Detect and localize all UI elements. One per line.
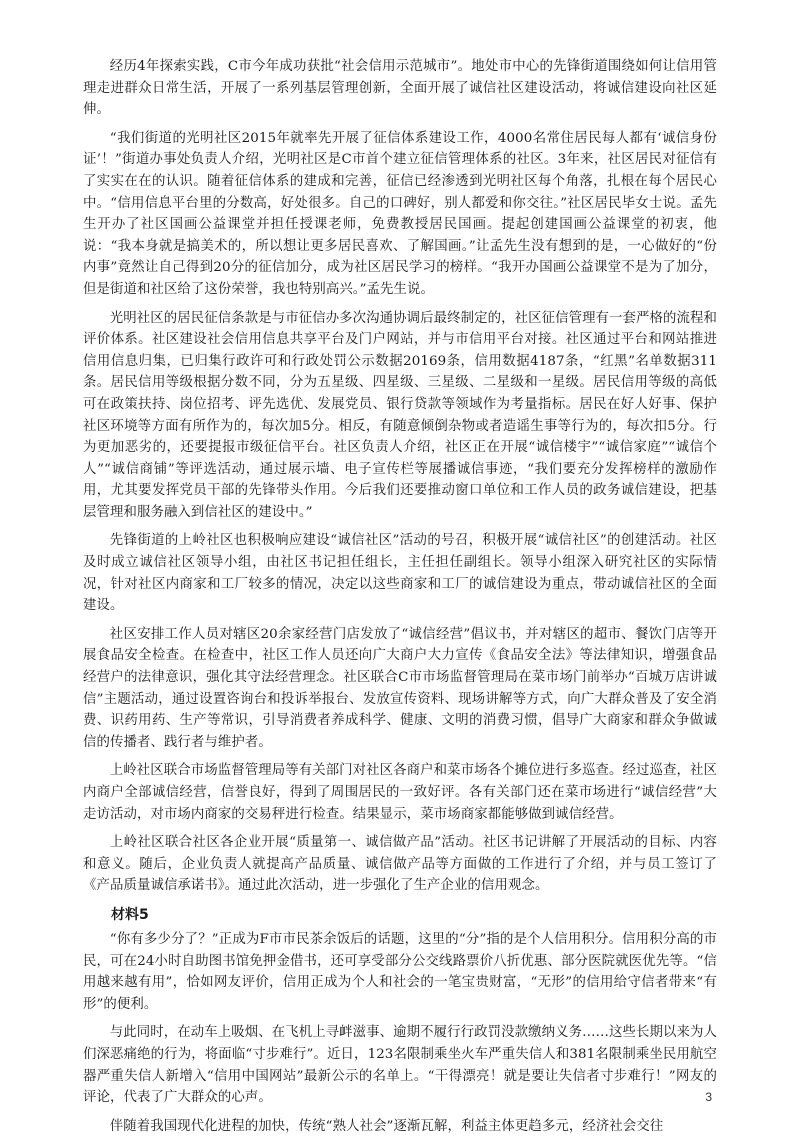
paragraph: 先锋街道的上岭社区也积极响应建设“诚信社区”活动的号召，积极开展“诚信社区”的创建活动。社区及时成立诚信社区领导小组，由社区书记担任组长，主任担任副组长。领导小组深入研究社区的实际情况，针对社区内商家和工厂较多的情况，决定以这些商家和工厂的诚信建设为重点，带动诚信社区的全面建设。 <box>83 533 717 614</box>
paragraph: 社区安排工作人员对辖区20余家经营门店发放了“诚信经营”倡议书，并对辖区的超市、餐饮门店等开展食品安全检查。在检查中，社区工作人员还向广大商户大力宣传《食品安全法》等法律知识，增强食品经营户的法律意识，强化其守法经营理念。社区联合C市市场监督管理局在菜市场门前举办“百城万店讲诚信”主题活动，通过设置咨询台和投诉举报台、发放宣传资料、现场讲解等方式，向广大群众普及了安全消费、识药用药、生产等常识，引导消费者养成科学、健康、文明的消费习惯，倡导广大商家和群众争做诚信的传播者、践行者与维护者。 <box>83 626 717 750</box>
paragraph: 伴随着我国现代化进程的加快，传统“熟人社会”逐渐瓦解，利益主体更趋多元，经济社会交往 <box>109 1118 664 1134</box>
page-number: 3 <box>705 1090 712 1104</box>
paragraph: “我们街道的光明社区2015年就率先开展了征信体系建设工作，4000名常住居民每人都有‘诚信身份证’！”街道办事处负责人介绍，光明社区是C市首个建立征信管理体系的社区。3年来，社区居民对征信有了实实在在的认识。随着征信体系的建成和完善，征信已经渗透到光明社区每个角落，扎根在每个居民心中。“信用信息平台里的分数高，好处很多。自己的口碑好，别人都爱和你交往。”社区居民毕女士说。孟先生开办了社区国画公益课堂并担任授课老师，免费教授居民国画。提起创建国画公益课堂的初衷，他说：“我本身就是搞美术的，所以想让更多居民喜欢、了解国画。”让孟先生没有想到的是，一心做好的“份内事”竟然让自己得到20分的征信加分，成为社区居民学习的榜样。“我开办国画公益课堂不是为了加分，但是街道和社区给了这份荣誉，我也特别高兴。”孟先生说。 <box>83 130 717 297</box>
paragraph: “你有多少分了？”正成为F市市民茶余饭后的话题，这里的“分”指的是个人信用积分。信用积分高的市民，可在24小时自助图书馆免押金借书，还可享受部分公交线路票价八折优惠、部分医院就医优先等。“信用越来越有用”，恰如网友评价，信用正成为个人和社会的一笔宝贵财富，“无形”的信用给守信者带来“有形”的便利。 <box>83 931 717 1012</box>
paragraph: 上岭社区联合市场监督管理局等有关部门对社区各商户和菜市场各个摊位进行多巡查。经过巡查，社区内商户全部诚信经营，信誉良好，得到了周围居民的一致好评。各有关部门还在菜市场进行“诚信经营”大走访活动，对市场内商家的交易秤进行检查。结果显示，菜市场商家都能够做到诚信经营。 <box>83 763 717 822</box>
section-heading: 材料5 <box>111 906 149 923</box>
document-body <box>83 56 717 1144</box>
paragraph: 经历4年探索实践，C市今年成功获批“社会信用示范城市”。地处市中心的先锋街道围绕如何让信用管理走进群众日常生活，开展了一系列基层管理创新，全面开展了诚信社区建设活动，将诚信建设向社区延伸。 <box>83 59 717 118</box>
paragraph: 光明社区的居民征信条款是与市征信办多次沟通协调后最终制定的，社区征信管理有一套严格的流程和评价体系。社区建设社会信用信息共享平台及门户网站，并与市信用平台对接。社区通过平台和网站推进信用信息归集，已归集行政许可和行政处罚公示数据20169条，信用数据4187条，“红黑”名单数据311条。居民信用等级根据分数不同，分为五星级、四星级、三星级、二星级和一星级。居民信用等级的高低可在政策扶持、岗位招考、评先选优、发展党员、银行贷款等领域作为考量指标。居民在好人好事、保护社区环境等方面有所作为的，每次加5分。相反，有随意倾倒杂物或者造谣生事等行为的，每次扣5分。行为更加恶劣的，还要提报市级征信平台。社区负责人介绍，社区正在开展“诚信楼宇”“诚信家庭”“诚信个人”“诚信商铺”等评选活动，通过展示墙、电子宣传栏等展播诚信事迹，“我们要充分发挥榜样的激励作用，尤其要发挥党员干部的先锋带头作用。今后我们还要推动窗口单位和工作人员的政务诚信建设，把基层管理和服务融入到信社区的建设中。” <box>83 310 717 520</box>
paragraph: 与此同时，在动车上吸烟、在飞机上寻衅滋事、逾期不履行行政罚没款缴纳义务……这些长期以来为人们深恶痛绝的行为，将面临“寸步难行”。近日，123名限制乘坐火车严重失信人和381名限制乘坐民用航空器严重失信人新增入“信用中国网站”最新公示的名单上。“干得漂亮！就是要让失信者寸步难行！”网友的评论，代表了广大群众的心声。 <box>83 1025 717 1106</box>
paragraph: 上岭社区联合社区各企业开展“质量第一、诚信做产品”活动。社区书记讲解了开展活动的目标、内容和意义。随后，企业负责人就提高产品质量、诚信做产品等方面做的工作进行了介绍，并与员工签订了《产品质量诚信承诺书》。通过此次活动，进一步强化了生产企业的信用观念。 <box>83 835 717 894</box>
